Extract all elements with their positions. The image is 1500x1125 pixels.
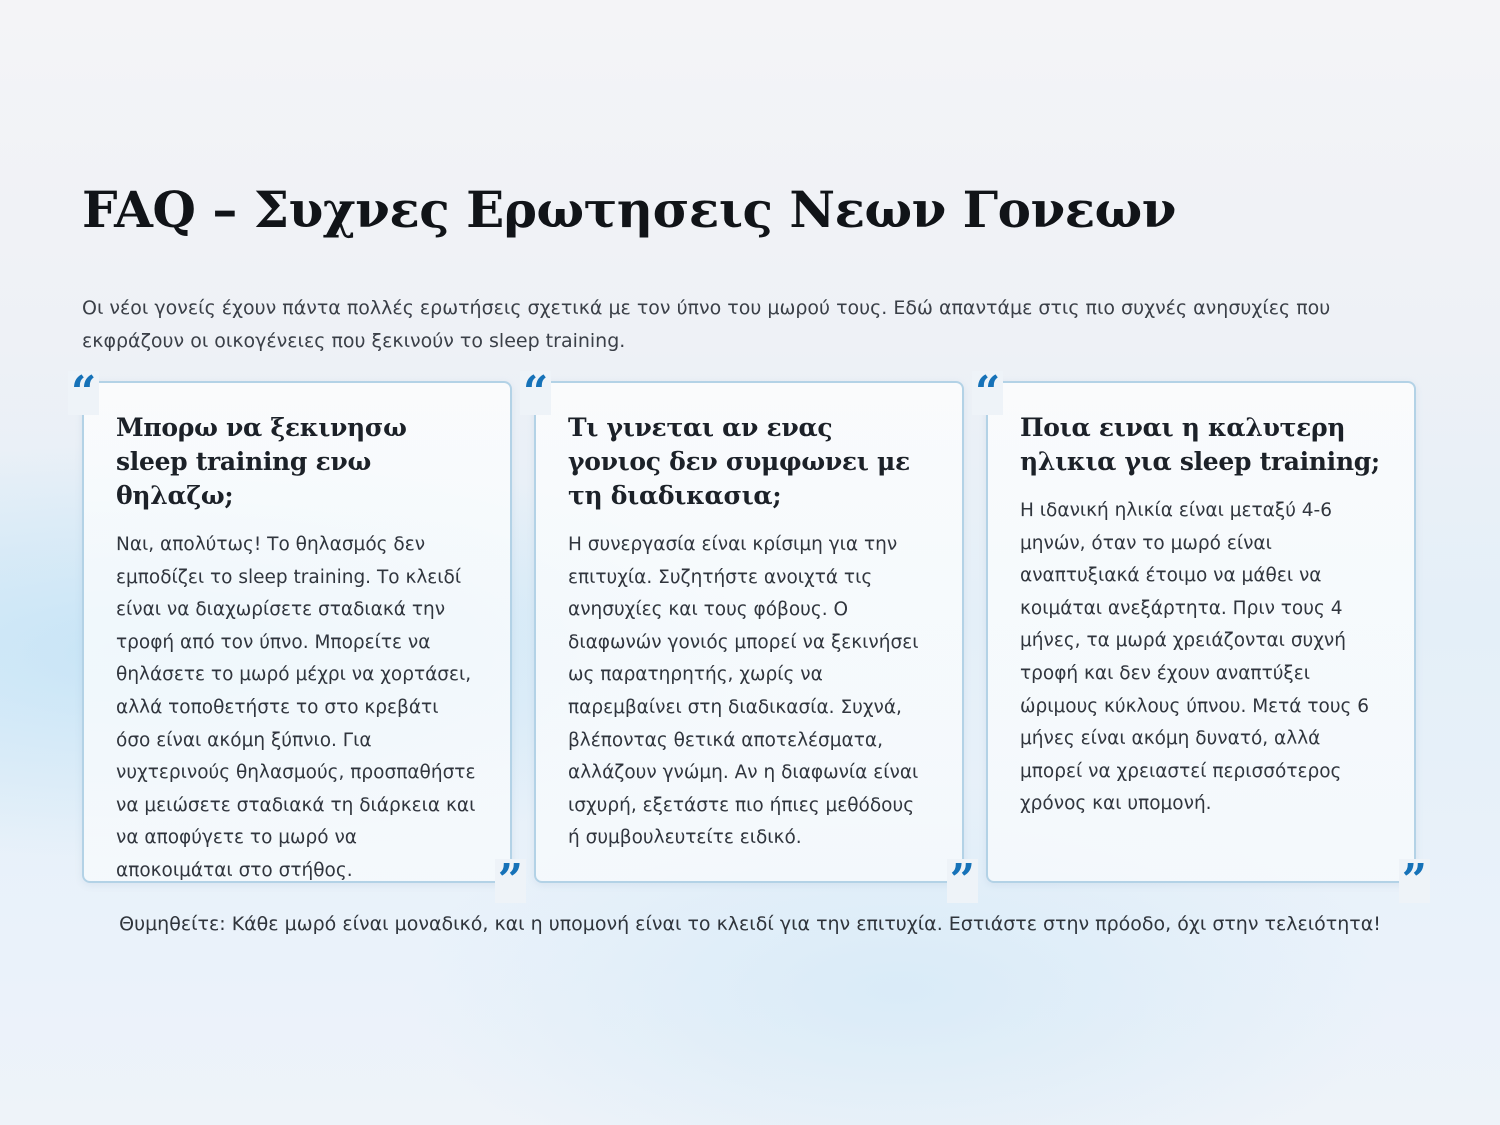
open-quote-icon: “ <box>68 371 99 415</box>
faq-question: Ποια ειναι η καλυτερη ηλικια για sleep training; <box>1020 413 1380 476</box>
faq-card <box>975 367 1427 906</box>
faq-answer: Η συνεργασία είναι κρίσιμη για την επιτυχία. Συζητήστε ανοιχτά τις ανησυχίες και τους φόβους. Ο διαφωνών γονιός μπορεί να ξεκινήσει ως παρατηρητής, χωρίς να παρεμβαίνει στη διαδικασία. Συχνά, βλέποντας θετικά αποτελέσματα, αλλάζουν γνώμη. Αν η διαφωνία είναι ισχυρή, εξετάστε πιο ήπιες μεθόδους ή συμβουλευτείτε ειδικό. <box>568 534 919 849</box>
open-quote-icon: “ <box>520 371 551 415</box>
open-quote-icon: “ <box>972 371 1003 415</box>
close-quote-icon: ” <box>495 859 526 903</box>
faq-answer: Ναι, απολύτως! Το θηλασμός δεν εμποδίζει το sleep training. Το κλειδί είναι να διαχωρίσετε σταδιακά την τροφή από τον ύπνο. Μπορείτε να θηλάσετε το μωρό μέχρι να χορτάσει, αλλά τοποθετήστε το στο κρεβάτι όσο είναι ακόμη ξύπνιο. Για νυχτερινούς θηλασμούς, προσπαθήστε να μειώσετε σταδιακά τη διάρκεια και να αποφύγετε το μωρό να αποκοιμάται στο στήθος. <box>116 534 476 881</box>
close-quote-icon: ” <box>947 859 978 903</box>
faq-card <box>523 367 975 906</box>
intro-paragraph: Οι νέοι γονείς έχουν πάντα πολλές ερωτήσεις σχετικά με τον ύπνο του μωρού τους. Εδώ απαντάμε στις πιο συχνές ανησυχίες που εκφράζουν οι οικογένειες που ξεκινούν το sleep training. <box>82 297 1331 352</box>
faq-question: Μπορω να ξεκινησω sleep training ενω θηλαζω; <box>116 413 407 510</box>
close-quote-icon: ” <box>1399 859 1430 903</box>
page-title: FAQ – Συχνες Ερωτησεις Νεων Γονεων <box>82 180 1176 239</box>
faq-question: Τι γινεται αν ενας γονιος δεν συμφωνει με τη διαδικασια; <box>568 413 910 510</box>
faq-card <box>71 367 523 906</box>
faq-answer: Η ιδανική ηλικία είναι μεταξύ 4-6 μηνών, όταν το μωρό είναι αναπτυξιακά έτοιμο να μάθει να κοιμάται ανεξάρτητα. Πριν τους 4 μήνες, τα μωρά χρειάζονται συχνή τροφή και δεν έχουν αναπτύξει ώριμους κύκλους ύπνου. Μετά τους 6 μήνες είναι ακόμη δυνατό, αλλά μπορεί να χρειαστεί περισσότερος χρόνος και υπομονή. <box>1020 500 1370 815</box>
footer-note: Θυμηθείτε: Κάθε μωρό είναι μοναδικό, και η υπομονή είναι το κλειδί για την επιτυχία. Εστιάστε στην πρόοδο, όχι στην τελειότητα! <box>119 913 1381 935</box>
